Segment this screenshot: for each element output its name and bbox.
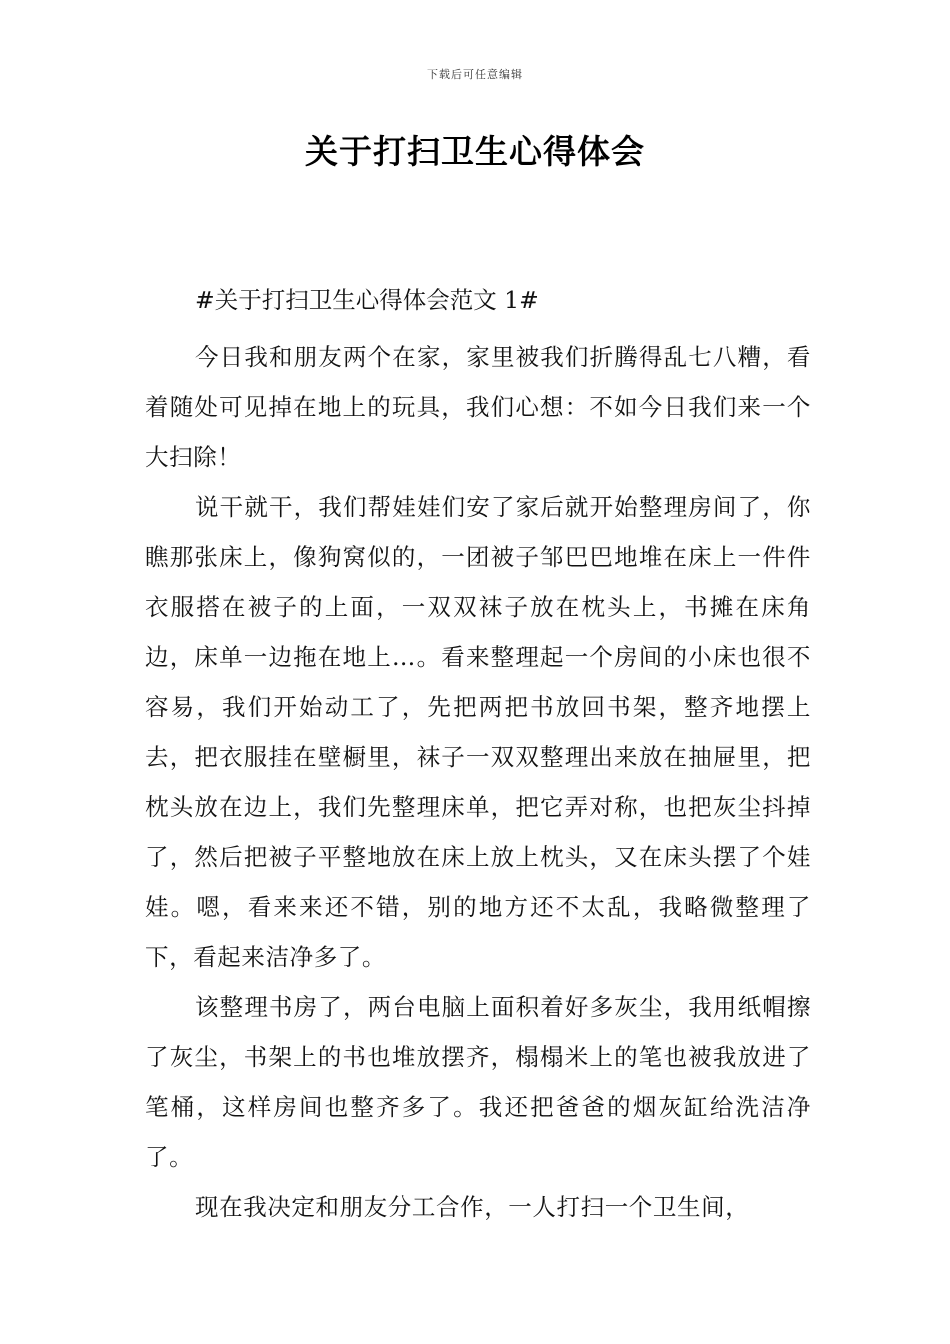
paragraph-4: 现在我决定和朋友分工合作，一人打扫一个卫生间， xyxy=(195,1193,750,1221)
section-heading: #关于打扫卫生心得体会范文 1# xyxy=(195,286,539,314)
document-title: 关于打扫卫生心得体会 xyxy=(305,132,645,171)
paragraph-2: 说干就干，我们帮娃娃们安了家后就开始整理房间了，你瞧那张床上，像狗窝似的，一团被子邹巴巴地堆在床上一件件衣服搭在被子的上面，一双双袜子放在枕头上，书摊在床角边，床单一边拖在地上…。看来整理起一个房间的小床也很不容易，我们开始动工了，先把两把书放回书架，整齐地摆上去，把衣服挂在壁橱里，袜子一双双整理出来放在抽屉里，把枕头放在边上，我们先整理床单，把它弄对称，也把灰尘抖掉了，然后把被子平整地放在床上放上枕头，又在床头摆了个娃娃。嗯，看来来还不错，别的地方还不太乱，我略微整理了下，看起来洁净多了。 xyxy=(145,493,811,971)
paragraph-1: 今日我和朋友两个在家，家里被我们折腾得乱七八糟，看着随处可见掉在地上的玩具，我们心想：不如今日我们来一个大扫除！ xyxy=(145,343,811,471)
paragraph-3: 该整理书房了，两台电脑上面积着好多灰尘，我用纸帽擦了灰尘，书架上的书也堆放摆齐，榻榻米上的笔也被我放进了笔桶，这样房间也整齐多了。我还把爸爸的烟灰缸给洗洁净了。 xyxy=(145,993,811,1171)
document-body xyxy=(145,282,811,1232)
header-note: 下载后可任意编辑 xyxy=(427,68,523,81)
